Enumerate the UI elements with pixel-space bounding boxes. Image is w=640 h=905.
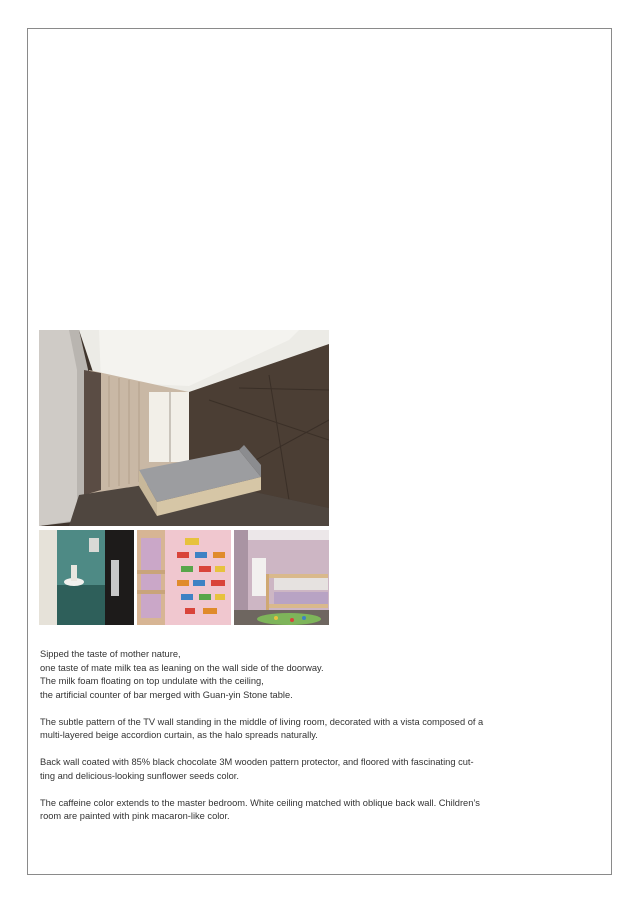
paragraph-3: [40, 756, 560, 783]
text-line: The caffeine color extends to the master bedroom. White ceiling matched with oblique back wall. Children’s: [40, 797, 480, 808]
text-line: The subtle pattern of the TV wall standing in the middle of living room, decorated with a vista composed of a: [40, 716, 484, 727]
text-line: one taste of mate milk tea as leaning on the wall side of the doorway.: [40, 662, 324, 673]
text-line: multi-layered beige accordion curtain, as the halo spreads naturally.: [40, 730, 318, 740]
paragraph-1: [40, 648, 560, 702]
text-line: room are painted with pink macaron-like color.: [40, 811, 230, 821]
text-line: the artificial counter of bar merged with Guan-yin Stone table.: [40, 689, 293, 700]
text-line: Back wall coated with 85% black chocolate 3M wooden pattern protector, and floored with fascinating cut-: [40, 757, 474, 767]
bedroom-photo: [39, 330, 329, 526]
text-line: Sipped the taste of mother nature,: [40, 649, 181, 659]
kids-wall-sticker-photo: [137, 530, 231, 625]
body-text: [40, 648, 560, 837]
text-line: ting and delicious-looking sunflower seeds color.: [40, 770, 239, 781]
kids-bunk-bed-photo: [234, 530, 329, 625]
paragraph-4: [40, 797, 560, 824]
bathroom-doorway-photo: [39, 530, 134, 625]
paragraph-2: [40, 716, 560, 743]
text-line: The milk foam floating on top undulate with the ceiling,: [40, 676, 264, 686]
